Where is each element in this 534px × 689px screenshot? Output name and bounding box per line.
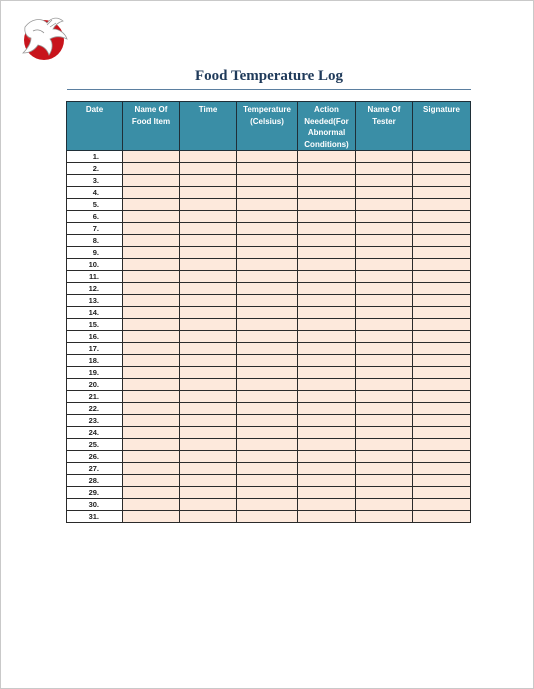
time-cell[interactable] — [180, 343, 237, 355]
tester-cell[interactable] — [356, 211, 413, 223]
tester-cell[interactable] — [356, 331, 413, 343]
row-date-number: 20. — [67, 379, 123, 391]
signature-cell[interactable] — [413, 307, 471, 319]
action-needed-cell[interactable] — [298, 439, 356, 451]
signature-cell[interactable] — [413, 355, 471, 367]
tester-cell[interactable] — [356, 511, 413, 523]
temperature-cell[interactable] — [237, 403, 298, 415]
action-needed-cell[interactable] — [298, 295, 356, 307]
row-date-number: 2. — [67, 163, 123, 175]
row-date-number: 12. — [67, 283, 123, 295]
temperature-cell[interactable] — [237, 175, 298, 187]
food-item-cell[interactable] — [123, 451, 180, 463]
temperature-cell[interactable] — [237, 283, 298, 295]
tester-cell[interactable] — [356, 283, 413, 295]
header-temperature: Temperature (Celsius) — [237, 102, 298, 151]
row-date-number: 21. — [67, 391, 123, 403]
food-item-cell[interactable] — [123, 223, 180, 235]
tester-cell[interactable] — [356, 295, 413, 307]
action-needed-cell[interactable] — [298, 247, 356, 259]
time-cell[interactable] — [180, 427, 237, 439]
table-row — [67, 415, 471, 427]
temperature-cell[interactable] — [237, 151, 298, 163]
signature-cell[interactable] — [413, 319, 471, 331]
food-item-cell[interactable] — [123, 463, 180, 475]
table-row — [67, 175, 471, 187]
tester-cell[interactable] — [356, 187, 413, 199]
action-needed-cell[interactable] — [298, 331, 356, 343]
food-item-cell[interactable] — [123, 307, 180, 319]
table-row — [67, 427, 471, 439]
temperature-cell[interactable] — [237, 367, 298, 379]
signature-cell[interactable] — [413, 235, 471, 247]
header-signature: Signature — [413, 102, 471, 151]
row-date-number: 27. — [67, 463, 123, 475]
table-row — [67, 451, 471, 463]
signature-cell[interactable] — [413, 439, 471, 451]
table-body — [67, 151, 471, 523]
signature-cell[interactable] — [413, 163, 471, 175]
tester-cell[interactable] — [356, 391, 413, 403]
time-cell[interactable] — [180, 451, 237, 463]
food-item-cell[interactable] — [123, 235, 180, 247]
action-needed-cell[interactable] — [298, 343, 356, 355]
signature-cell[interactable] — [413, 187, 471, 199]
action-needed-cell[interactable] — [298, 487, 356, 499]
food-item-cell[interactable] — [123, 319, 180, 331]
time-cell[interactable] — [180, 319, 237, 331]
row-date-number: 13. — [67, 295, 123, 307]
action-needed-cell[interactable] — [298, 463, 356, 475]
signature-cell[interactable] — [413, 175, 471, 187]
signature-cell[interactable] — [413, 451, 471, 463]
table-row — [67, 259, 471, 271]
temperature-cell[interactable] — [237, 199, 298, 211]
tester-cell[interactable] — [356, 151, 413, 163]
table-row — [67, 499, 471, 511]
action-needed-cell[interactable] — [298, 379, 356, 391]
table-row — [67, 367, 471, 379]
action-needed-cell[interactable] — [298, 235, 356, 247]
row-date-number: 23. — [67, 415, 123, 427]
temperature-cell[interactable] — [237, 223, 298, 235]
temperature-log-table — [66, 101, 471, 523]
signature-cell[interactable] — [413, 211, 471, 223]
food-item-cell[interactable] — [123, 151, 180, 163]
table-row — [67, 295, 471, 307]
time-cell[interactable] — [180, 499, 237, 511]
action-needed-cell[interactable] — [298, 163, 356, 175]
tester-cell[interactable] — [356, 271, 413, 283]
tester-cell[interactable] — [356, 403, 413, 415]
action-needed-cell[interactable] — [298, 151, 356, 163]
time-cell[interactable] — [180, 283, 237, 295]
document-title: Food Temperature Log — [194, 68, 344, 84]
time-cell[interactable] — [180, 511, 237, 523]
food-item-cell[interactable] — [123, 295, 180, 307]
action-needed-cell[interactable] — [298, 307, 356, 319]
tester-cell[interactable] — [356, 247, 413, 259]
temperature-cell[interactable] — [237, 379, 298, 391]
tester-cell[interactable] — [356, 451, 413, 463]
time-cell[interactable] — [180, 175, 237, 187]
temperature-cell[interactable] — [237, 415, 298, 427]
time-cell[interactable] — [180, 367, 237, 379]
table-row — [67, 487, 471, 499]
action-needed-cell[interactable] — [298, 415, 356, 427]
action-needed-cell[interactable] — [298, 187, 356, 199]
action-needed-cell[interactable] — [298, 211, 356, 223]
row-date-number: 18. — [67, 355, 123, 367]
food-item-cell[interactable] — [123, 379, 180, 391]
table-row — [67, 199, 471, 211]
row-date-number: 14. — [67, 307, 123, 319]
time-cell[interactable] — [180, 379, 237, 391]
signature-cell[interactable] — [413, 415, 471, 427]
header-tester: Name Of Tester — [356, 102, 413, 151]
tester-cell[interactable] — [356, 343, 413, 355]
row-date-number: 1. — [67, 151, 123, 163]
table-row — [67, 283, 471, 295]
time-cell[interactable] — [180, 247, 237, 259]
action-needed-cell[interactable] — [298, 451, 356, 463]
time-cell[interactable] — [180, 235, 237, 247]
food-item-cell[interactable] — [123, 439, 180, 451]
signature-cell[interactable] — [413, 283, 471, 295]
table-row — [67, 355, 471, 367]
table-row — [67, 463, 471, 475]
action-needed-cell[interactable] — [298, 259, 356, 271]
food-item-cell[interactable] — [123, 511, 180, 523]
header-date: Date — [67, 102, 123, 151]
row-date-number: 9. — [67, 247, 123, 259]
food-item-cell[interactable] — [123, 259, 180, 271]
table-row — [67, 247, 471, 259]
tester-cell[interactable] — [356, 175, 413, 187]
time-cell[interactable] — [180, 331, 237, 343]
food-item-cell[interactable] — [123, 211, 180, 223]
signature-cell[interactable] — [413, 463, 471, 475]
row-date-number: 16. — [67, 331, 123, 343]
food-item-cell[interactable] — [123, 175, 180, 187]
food-item-cell[interactable] — [123, 343, 180, 355]
row-date-number: 28. — [67, 475, 123, 487]
table-header-row — [67, 102, 471, 151]
tester-cell[interactable] — [356, 487, 413, 499]
row-date-number: 24. — [67, 427, 123, 439]
signature-cell[interactable] — [413, 331, 471, 343]
row-date-number: 17. — [67, 343, 123, 355]
signature-cell[interactable] — [413, 247, 471, 259]
table-row — [67, 391, 471, 403]
tester-cell[interactable] — [356, 439, 413, 451]
tester-cell[interactable] — [356, 307, 413, 319]
time-cell[interactable] — [180, 475, 237, 487]
food-item-cell[interactable] — [123, 283, 180, 295]
food-item-cell[interactable] — [123, 403, 180, 415]
action-needed-cell[interactable] — [298, 355, 356, 367]
temperature-cell[interactable] — [237, 259, 298, 271]
signature-cell[interactable] — [413, 475, 471, 487]
temperature-cell[interactable] — [237, 163, 298, 175]
temperature-cell[interactable] — [237, 211, 298, 223]
row-date-number: 26. — [67, 451, 123, 463]
temperature-cell[interactable] — [237, 475, 298, 487]
tester-cell[interactable] — [356, 199, 413, 211]
signature-cell[interactable] — [413, 271, 471, 283]
temperature-cell[interactable] — [237, 331, 298, 343]
tester-cell[interactable] — [356, 427, 413, 439]
row-date-number: 29. — [67, 487, 123, 499]
action-needed-cell[interactable] — [298, 475, 356, 487]
time-cell[interactable] — [180, 439, 237, 451]
table-row — [67, 187, 471, 199]
temperature-cell[interactable] — [237, 451, 298, 463]
food-item-cell[interactable] — [123, 331, 180, 343]
time-cell[interactable] — [180, 307, 237, 319]
signature-cell[interactable] — [413, 259, 471, 271]
temperature-cell[interactable] — [237, 319, 298, 331]
tester-cell[interactable] — [356, 235, 413, 247]
food-item-cell[interactable] — [123, 355, 180, 367]
temperature-cell[interactable] — [237, 355, 298, 367]
temperature-cell[interactable] — [237, 511, 298, 523]
row-date-number: 19. — [67, 367, 123, 379]
table-row — [67, 307, 471, 319]
action-needed-cell[interactable] — [298, 283, 356, 295]
tester-cell[interactable] — [356, 475, 413, 487]
action-needed-cell[interactable] — [298, 367, 356, 379]
food-item-cell[interactable] — [123, 367, 180, 379]
time-cell[interactable] — [180, 355, 237, 367]
action-needed-cell[interactable] — [298, 427, 356, 439]
temperature-cell[interactable] — [237, 271, 298, 283]
tester-cell[interactable] — [356, 499, 413, 511]
temperature-cell[interactable] — [237, 295, 298, 307]
signature-cell[interactable] — [413, 499, 471, 511]
table-row — [67, 343, 471, 355]
time-cell[interactable] — [180, 415, 237, 427]
row-date-number: 11. — [67, 271, 123, 283]
tester-cell[interactable] — [356, 163, 413, 175]
time-cell[interactable] — [180, 259, 237, 271]
temperature-cell[interactable] — [237, 247, 298, 259]
title-underline — [67, 89, 471, 90]
row-date-number: 3. — [67, 175, 123, 187]
signature-cell[interactable] — [413, 223, 471, 235]
table-row — [67, 403, 471, 415]
signature-cell[interactable] — [413, 199, 471, 211]
tester-cell[interactable] — [356, 367, 413, 379]
food-item-cell[interactable] — [123, 199, 180, 211]
action-needed-cell[interactable] — [298, 175, 356, 187]
signature-cell[interactable] — [413, 367, 471, 379]
table-row — [67, 163, 471, 175]
signature-cell[interactable] — [413, 343, 471, 355]
food-item-cell[interactable] — [123, 163, 180, 175]
signature-cell[interactable] — [413, 427, 471, 439]
food-item-cell[interactable] — [123, 475, 180, 487]
signature-cell[interactable] — [413, 391, 471, 403]
food-item-cell[interactable] — [123, 271, 180, 283]
signature-cell[interactable] — [413, 511, 471, 523]
signature-cell[interactable] — [413, 403, 471, 415]
food-item-cell[interactable] — [123, 427, 180, 439]
temperature-cell[interactable] — [237, 439, 298, 451]
action-needed-cell[interactable] — [298, 319, 356, 331]
header-food-item: Name Of Food Item — [123, 102, 180, 151]
tester-cell[interactable] — [356, 463, 413, 475]
action-needed-cell[interactable] — [298, 199, 356, 211]
row-date-number: 4. — [67, 187, 123, 199]
table-row — [67, 439, 471, 451]
time-cell[interactable] — [180, 487, 237, 499]
time-cell[interactable] — [180, 391, 237, 403]
action-needed-cell[interactable] — [298, 499, 356, 511]
time-cell[interactable] — [180, 199, 237, 211]
time-cell[interactable] — [180, 187, 237, 199]
time-cell[interactable] — [180, 211, 237, 223]
time-cell[interactable] — [180, 463, 237, 475]
row-date-number: 6. — [67, 211, 123, 223]
signature-cell[interactable] — [413, 151, 471, 163]
action-needed-cell[interactable] — [298, 403, 356, 415]
table-row — [67, 319, 471, 331]
food-item-cell[interactable] — [123, 487, 180, 499]
food-item-cell[interactable] — [123, 187, 180, 199]
table-row — [67, 223, 471, 235]
temperature-cell[interactable] — [237, 427, 298, 439]
action-needed-cell[interactable] — [298, 511, 356, 523]
temperature-cell[interactable] — [237, 499, 298, 511]
time-cell[interactable] — [180, 223, 237, 235]
temperature-cell[interactable] — [237, 343, 298, 355]
temperature-cell[interactable] — [237, 463, 298, 475]
food-item-cell[interactable] — [123, 499, 180, 511]
action-needed-cell[interactable] — [298, 223, 356, 235]
header-time: Time — [180, 102, 237, 151]
tester-cell[interactable] — [356, 379, 413, 391]
header-action-needed: Action Needed(For Abnormal Conditions) — [298, 102, 356, 151]
row-date-number: 8. — [67, 235, 123, 247]
temperature-cell[interactable] — [237, 235, 298, 247]
row-date-number: 22. — [67, 403, 123, 415]
table-row — [67, 235, 471, 247]
row-date-number: 10. — [67, 259, 123, 271]
table-row — [67, 271, 471, 283]
signature-cell[interactable] — [413, 379, 471, 391]
row-date-number: 5. — [67, 199, 123, 211]
table-row — [67, 211, 471, 223]
row-date-number: 30. — [67, 499, 123, 511]
table-row — [67, 379, 471, 391]
table-row — [67, 151, 471, 163]
table-row — [67, 511, 471, 523]
tester-cell[interactable] — [356, 223, 413, 235]
temperature-cell[interactable] — [237, 487, 298, 499]
time-cell[interactable] — [180, 403, 237, 415]
temperature-cell[interactable] — [237, 307, 298, 319]
tester-cell[interactable] — [356, 415, 413, 427]
table-row — [67, 475, 471, 487]
row-date-number: 15. — [67, 319, 123, 331]
food-item-cell[interactable] — [123, 391, 180, 403]
temperature-cell[interactable] — [237, 391, 298, 403]
row-date-number: 7. — [67, 223, 123, 235]
row-date-number: 31. — [67, 511, 123, 523]
time-cell[interactable] — [180, 163, 237, 175]
action-needed-cell[interactable] — [298, 271, 356, 283]
time-cell[interactable] — [180, 151, 237, 163]
dragon-logo-icon — [19, 13, 71, 65]
temperature-cell[interactable] — [237, 187, 298, 199]
tester-cell[interactable] — [356, 319, 413, 331]
time-cell[interactable] — [180, 271, 237, 283]
table-row — [67, 331, 471, 343]
action-needed-cell[interactable] — [298, 391, 356, 403]
tester-cell[interactable] — [356, 259, 413, 271]
food-item-cell[interactable] — [123, 415, 180, 427]
tester-cell[interactable] — [356, 355, 413, 367]
food-item-cell[interactable] — [123, 247, 180, 259]
signature-cell[interactable] — [413, 295, 471, 307]
time-cell[interactable] — [180, 295, 237, 307]
row-date-number: 25. — [67, 439, 123, 451]
signature-cell[interactable] — [413, 487, 471, 499]
